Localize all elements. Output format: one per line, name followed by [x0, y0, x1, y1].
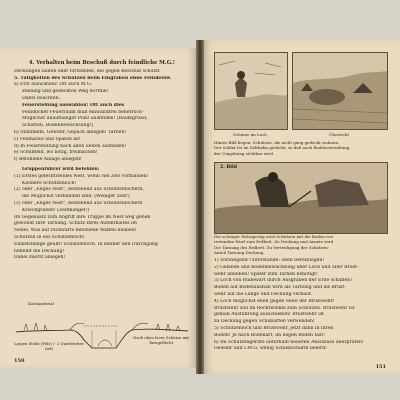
text-line: Boden! Je nach Bodenart, im liegen Boden fast!	[214, 332, 325, 338]
right-page	[200, 40, 400, 374]
text-line: Dabei zuerst anlegen!	[14, 255, 66, 261]
section-heading: 4. Verhalten beim Beschuß durch feindliche M.G.!	[28, 60, 176, 66]
text-line: c) Feldhacke und Spaten ab!	[14, 136, 81, 142]
text-line: 5) Schützenloch und Brustwehr, jetzt dann in Ihren	[214, 325, 334, 331]
text-line: zu Deckung gegen Schüßarten verwenden!	[214, 319, 315, 325]
right-page-text	[214, 258, 390, 353]
text-line: befiehlt die Deckung!	[14, 248, 65, 254]
mid-caption	[214, 140, 390, 156]
sketch-label-left: Kochmaterial	[28, 301, 54, 306]
text-line: Feindlicher Feuerraum muß einwandfrei beherrsch-	[22, 109, 144, 115]
text-line: Brustwehr soll im Rechtwinkel zum Schützen. Brustwehr ist	[214, 305, 355, 311]
illustration-foxhole-soldier	[214, 52, 288, 130]
digging-photo	[215, 163, 387, 233]
text-line: Schützen in ein Schützenloch!	[14, 234, 85, 240]
text-line: Kriechgräben! (Zeitmangel!)	[22, 207, 89, 213]
sketch-label-right: Nach oben leere Schütze mit Tarngeflecht	[133, 335, 189, 345]
top-caption-left: Schütze im Loch	[233, 132, 267, 137]
caption-line: der Umgebung sichtbar wird.	[214, 150, 275, 156]
photo-label: 2. Bild	[220, 165, 237, 170]
sketch-label-bottom: Liegen Steile (Fels) (- 2 Querbretter tief)	[14, 341, 84, 351]
text-line: Im Gegensatz zum Angriff ihre Truppe im Nest weg gehen	[14, 214, 151, 220]
text-line: Kleinere Schützenloch!	[22, 180, 77, 186]
text-line: b) Stahlhelm, Gewehr, Gepäck ablegen! Tarnen!	[14, 129, 127, 135]
illustration-landscape	[292, 52, 388, 130]
text-line: d) In Feuerstellung nach allen Seiten ausbilden!	[14, 143, 127, 149]
text-line: (1) Erstes gefechtsfeldes Nest, wenn viel Zeit vorhanden!	[14, 173, 149, 179]
text-line: f) Befohlene Anlage anlegen!	[14, 157, 82, 163]
caption-line: Hinter Bild liegen: Schützen, die nicht geng gedeckt wohnen.	[214, 140, 340, 145]
page-number-left: 150	[14, 358, 25, 364]
text-line: wehr abheben! Später zum Tarnen benötigt!	[214, 271, 318, 277]
foxhole-sketch	[14, 300, 190, 354]
text-line: Möglichst unauffälliger Platz ausfinden! (Baumgrund,	[22, 116, 148, 122]
soldier-sketch	[215, 53, 287, 129]
caption-line: Die schräger Holzspreng zwei Schützen mit die Boden vor-	[214, 234, 334, 239]
book-spine	[196, 40, 204, 374]
open-book	[0, 40, 400, 372]
caption-line: Der Soldat Ist im Zeltbahn gedeckt, so daß auch Bodenverwaltung	[214, 145, 350, 151]
text-line: Gruppenführer wird befehlen:	[22, 166, 100, 172]
text-line: Nebel. Was auf rückwärts befohlene Waffen bleiben!	[14, 228, 137, 234]
text-line: 1) Vorwiegend Unterstände: oben bereitliegen!	[214, 258, 325, 263]
text-line: 3) Loch von Rüdewärt durch Ausgraben der Erde schaffen!	[214, 278, 353, 284]
landscape-sketch	[293, 53, 387, 129]
text-line: Schatten, Bodenbewachsung!)	[22, 123, 94, 129]
left-page	[0, 48, 200, 368]
text-line: stellung und gedeckten Weg dorthin!	[22, 89, 109, 95]
text-line: Boden auf Bodenaushub wird als Tarnung und als Brust-	[214, 285, 346, 291]
text-line: wehr auf die Länge und Deckung verbaut.	[214, 291, 313, 297]
page-number-right: 151	[375, 364, 386, 370]
text-line: die Möglichst verbunden sind. (Weniger Zeit!)	[22, 194, 130, 200]
text-line: 4) Loch möglichst eben gegen Seite der Brustwehr!	[214, 298, 335, 304]
text-line: Gewehr und I.M.G. wenig Schießschärfe liefern!	[214, 346, 328, 352]
text-line: Dabei beachten:	[22, 95, 61, 101]
text-line: (3) oder „Enges Nest", bestehend aus Schützenlöchern	[14, 200, 143, 206]
text-line: a) Erst auswählen! Oft auch M.G.	[14, 82, 92, 88]
top-caption-right: Übersicht	[329, 132, 349, 137]
photo-caption	[214, 234, 390, 256]
text-line: Einzelstellige geübt! Schützenloch. In kleiner den Durchgang	[14, 241, 158, 247]
text-line: e) Schußfeld, wo nötig, freimachen!	[14, 150, 98, 156]
illustration-soldiers-digging	[214, 162, 388, 234]
text-line: (2) oder „Enges Nest", bestehend aus Schützenlöchern,	[14, 187, 145, 193]
text-line: gewöhnt Ihre Tarnung. Schutz Ihres Aufenthaltes im	[14, 221, 137, 227]
text-line: gemäß Ausführung ausschießen! Brustwehr ist	[214, 312, 324, 318]
text-line: 6) Im Schützengeräte unterhalb neueren Anschluss überprüfen!	[214, 339, 364, 345]
text-line: Feuerstellung auswählen! Oft auch dies	[22, 102, 125, 108]
subsection-heading: 5. Tätigkeiten des Schützen beim Eingraben ohne Feindeinw.	[14, 75, 172, 81]
left-page-text	[14, 60, 190, 262]
caption-line: Anteil Tarnung Deckung.	[214, 250, 265, 256]
caption-line: Die Tarnung des Erdbett. Zu Verteidigung der Schützen-	[214, 244, 329, 250]
text-line: 2) Gelände und Bodenbewachsung über Loch und über Brust-	[214, 264, 359, 270]
text-line: Deckungen laufen oder fortstellen, die gegen Beschuß schützt	[14, 68, 160, 74]
caption-line: tretenden Wurf zum Erdbett. Zu Deckung und Ansatz wird	[214, 239, 334, 245]
